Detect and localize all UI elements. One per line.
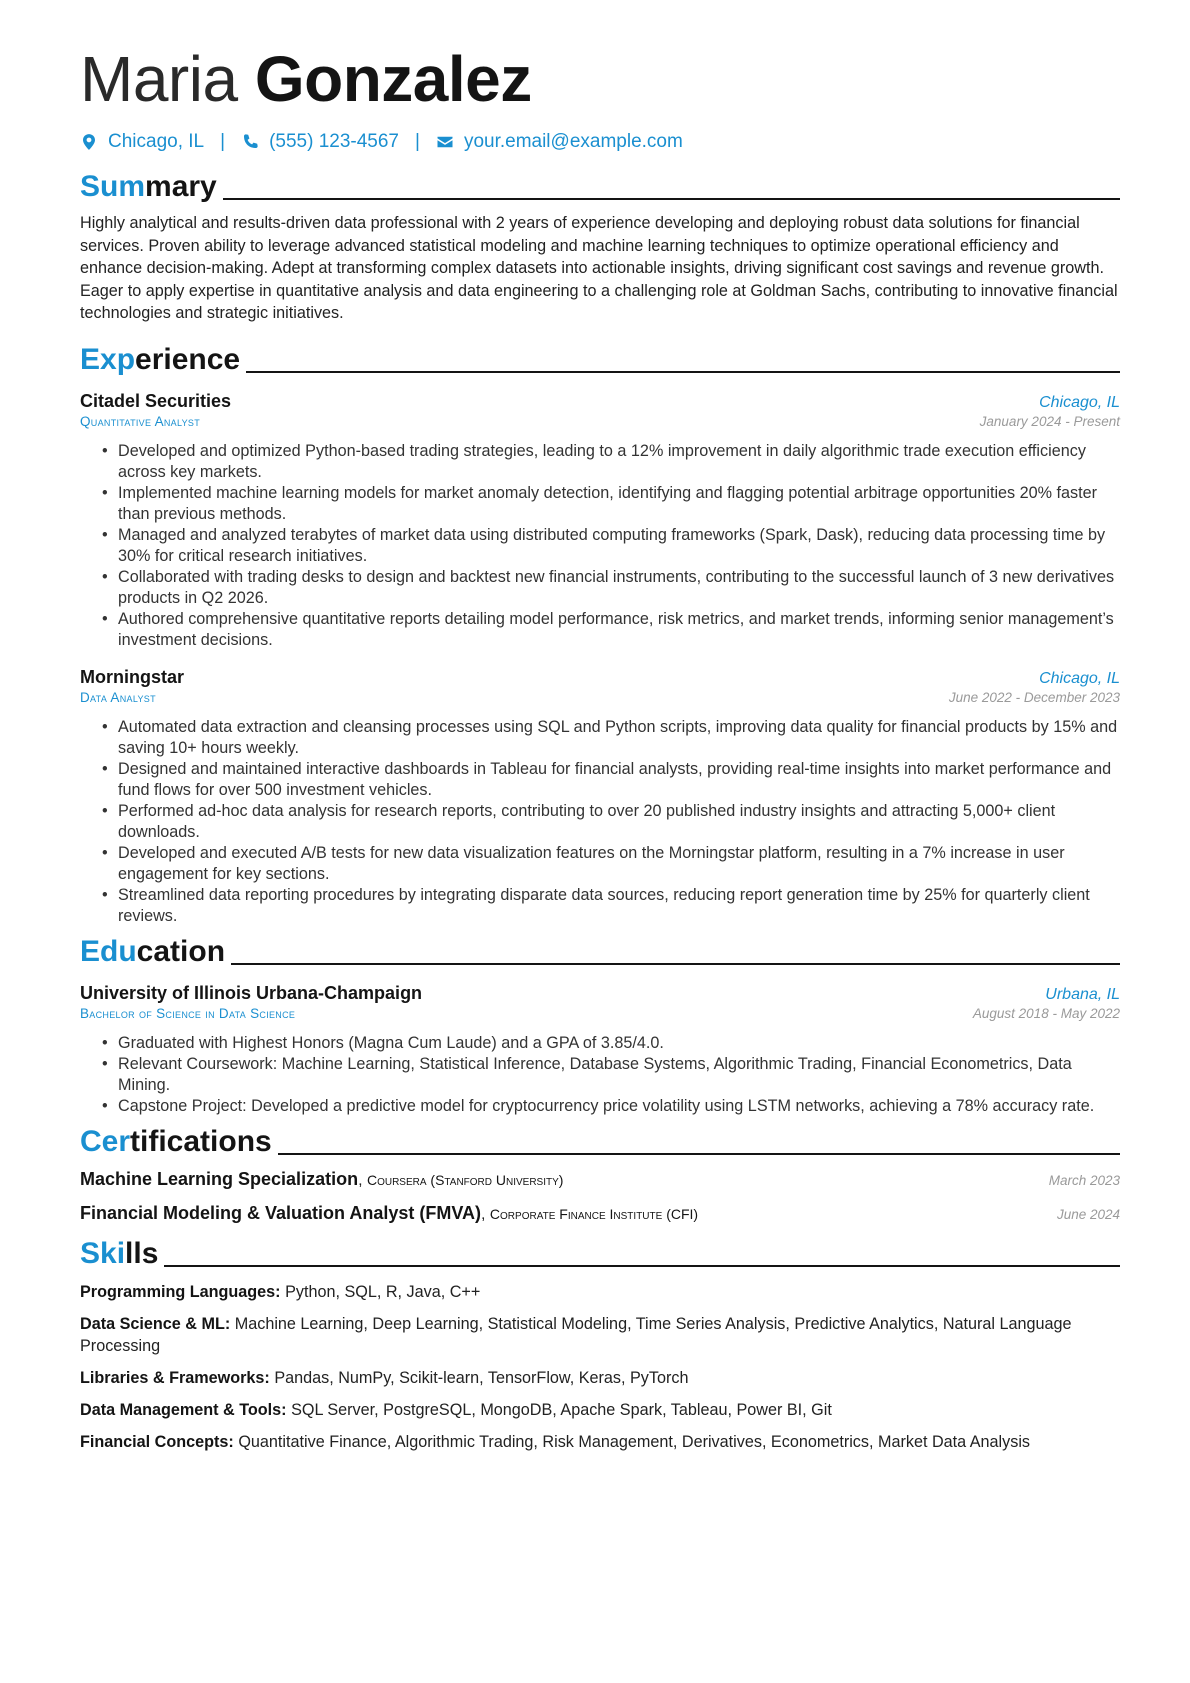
bullet-item: • Developed and executed A/B tests for new data visualization features on the Morningstar platform, resulting in a 7% increase in user engagement for key sections. bbox=[102, 843, 1065, 883]
certification-issuer: Corporate Finance Institute (CFI) bbox=[489, 1205, 699, 1222]
certification-name: Financial Modeling & Valuation Analyst (FMVA) bbox=[80, 1202, 482, 1223]
skill-category: Libraries & Frameworks: bbox=[80, 1368, 270, 1387]
job-title: Data Analyst bbox=[80, 689, 156, 705]
bullet-item: • Authored comprehensive quantitative reports detailing model performance, risk metrics, and market trends, informing senior management’s investment decisions. bbox=[102, 609, 1114, 649]
summary-text: Highly analytical and results-driven data professional with 2 years of experience developing and deploying robust data solutions for financial services. Proven ability to leverage advanced statistical modeling and machine learning techniques to optimize operational efficiency and enhance decision-making. Adept at transforming complex datasets into actionable insights, driving significant cost savings and revenue growth. Eager to apply expertise in quantitative analysis and data engineering to a challenging role at Goldman Sachs, contributing to innovative financial technologies and strategic initiatives. bbox=[80, 214, 1118, 323]
skill-line bbox=[80, 1367, 1120, 1389]
envelope-icon bbox=[436, 133, 454, 151]
entry-location: Chicago, IL bbox=[1039, 669, 1120, 687]
skill-items: Python, SQL, R, Java, C++ bbox=[285, 1282, 481, 1301]
section-rule bbox=[164, 1265, 1120, 1267]
bullet-item: • Streamlined data reporting procedures by integrating disparate data sources, reducing report generation time by 25% for quarterly client reviews. bbox=[102, 885, 1090, 925]
certification-date: June 2024 bbox=[1056, 1206, 1120, 1222]
phone-icon bbox=[241, 133, 259, 151]
resume-page bbox=[80, 40, 1120, 1453]
entry-location: Chicago, IL bbox=[1039, 393, 1120, 411]
skill-line bbox=[80, 1431, 1120, 1453]
certification-date: March 2023 bbox=[1048, 1172, 1120, 1188]
entry-dates: June 2022 - December 2023 bbox=[948, 689, 1120, 705]
contact-phone[interactable] bbox=[241, 131, 399, 153]
skill-category: Data Management & Tools: bbox=[80, 1400, 287, 1419]
location-text: Chicago, IL bbox=[108, 131, 205, 152]
section-rule bbox=[246, 371, 1120, 373]
section-title-accent: Sum bbox=[80, 170, 146, 203]
bullet-item: • Performed ad-hoc data analysis for research reports, contributing to over 20 published industry insights and attracting 5,000+ client downloads. bbox=[102, 801, 1056, 841]
bullet-list bbox=[80, 1033, 1120, 1117]
skill-items: Machine Learning, Deep Learning, Statistical Modeling, Time Series Analysis, Predictive Analytics, Natural Language Processing bbox=[80, 1314, 1072, 1355]
bullet-item: • Developed and optimized Python-based trading strategies, leading to a 12% improvement in daily algorithmic trade execution efficiency across key markets. bbox=[102, 441, 1086, 481]
section-rule bbox=[231, 963, 1120, 965]
section-title-accent: Exp bbox=[80, 342, 136, 376]
first-name: Maria bbox=[80, 43, 238, 115]
employer-name: Citadel Securities bbox=[80, 390, 232, 411]
bullet-item: • Collaborated with trading desks to design and backtest new financial instruments, contributing to the successful launch of 3 new derivatives products in Q2 2026. bbox=[102, 567, 1115, 607]
bullet-item: • Automated data extraction and cleansing processes using SQL and Python scripts, improving data quality for financial products by 15% and saving 10+ hours weekly. bbox=[102, 717, 1118, 757]
certification-name: Machine Learning Specialization bbox=[80, 1168, 359, 1189]
entry-dates: August 2018 - May 2022 bbox=[972, 1005, 1120, 1021]
skills-heading bbox=[80, 1233, 1120, 1271]
section-rule bbox=[223, 198, 1120, 200]
skill-line bbox=[80, 1313, 1120, 1357]
bullet-item: • Capstone Project: Developed a predictive model for cryptocurrency price volatility using LSTM networks, achieving a 78% accuracy rate. bbox=[102, 1096, 1095, 1115]
candidate-name bbox=[80, 40, 1120, 118]
education-heading bbox=[80, 931, 1120, 969]
contact-bar bbox=[80, 128, 1120, 156]
entry-dates: January 2024 - Present bbox=[979, 413, 1120, 429]
education-entry bbox=[80, 983, 1120, 1117]
school-name: University of Illinois Urbana-Champaign bbox=[80, 982, 423, 1003]
certification-entry: Machine Learning Specialization, Coursera (Stanford University) March 2023 bbox=[80, 1168, 1120, 1189]
bullet-item: • Implemented machine learning models for market anomaly detection, identifying and flagging potential arbitrage opportunities 20% faster than previous methods. bbox=[102, 483, 1098, 523]
skill-items: Pandas, NumPy, Scikit-learn, TensorFlow, Keras, PyTorch bbox=[274, 1368, 689, 1387]
contact-separator: | bbox=[415, 131, 420, 152]
section-title-rest: cation bbox=[136, 934, 226, 968]
contact-separator: | bbox=[220, 131, 226, 152]
bullet-list bbox=[80, 441, 1120, 651]
skill-category: Programming Languages: bbox=[80, 1282, 281, 1301]
bullet-item: • Graduated with Highest Honors (Magna Cum Laude) and a GPA of 3.85/4.0. bbox=[102, 1033, 664, 1052]
map-pin-icon bbox=[80, 133, 98, 151]
section-title-rest: erience bbox=[135, 342, 241, 376]
section-title-rest: mary bbox=[145, 170, 217, 203]
summary-heading bbox=[80, 166, 1120, 204]
certifications-heading bbox=[80, 1121, 1120, 1159]
section-title-rest: lls bbox=[125, 1236, 159, 1270]
bullet-item: • Designed and maintained interactive dashboards in Tableau for financial analysts, providing real-time insights into market performance and fund flows for over 500 investment vehicles. bbox=[102, 759, 1112, 799]
bullet-item: • Managed and analyzed terabytes of market data using distributed computing frameworks (Spark, Dask), reducing data processing time by 30% for critical research initiatives. bbox=[102, 525, 1106, 565]
degree: Bachelor of Science in Data Science bbox=[80, 1005, 296, 1021]
skill-items: SQL Server, PostgreSQL, MongoDB, Apache Spark, Tableau, Power BI, Git bbox=[291, 1400, 832, 1419]
email-text: your.email@example.com bbox=[463, 131, 683, 152]
section-title-accent: Ski bbox=[80, 1236, 126, 1270]
section-title-rest: tifications bbox=[130, 1124, 272, 1158]
experience-heading bbox=[80, 339, 1120, 377]
skill-category: Financial Concepts: bbox=[80, 1432, 234, 1451]
experience-entry bbox=[80, 667, 1120, 927]
employer-name: Morningstar bbox=[80, 666, 185, 687]
skill-category: Data Science & ML: bbox=[80, 1314, 231, 1333]
experience-entry bbox=[80, 391, 1120, 651]
certification-entry: Financial Modeling & Valuation Analyst (FMVA), Corporate Finance Institute (CFI) June 2024 bbox=[80, 1202, 1120, 1223]
phone-text: (555) 123-4567 bbox=[269, 131, 399, 152]
contact-location bbox=[80, 131, 204, 153]
contact-email[interactable] bbox=[436, 131, 683, 153]
skill-line bbox=[80, 1281, 1120, 1303]
entry-location: Urbana, IL bbox=[1045, 985, 1120, 1003]
job-title: Quantitative Analyst bbox=[80, 413, 201, 429]
certification-issuer: Coursera (Stanford University) bbox=[366, 1171, 564, 1188]
section-title-accent: Edu bbox=[80, 934, 137, 968]
section-rule bbox=[278, 1153, 1120, 1155]
skill-items: Quantitative Finance, Algorithmic Trading, Risk Management, Derivatives, Econometrics, Market Data Analysis bbox=[238, 1432, 1031, 1451]
section-title-accent: Cer bbox=[80, 1124, 131, 1158]
skill-line bbox=[80, 1399, 1120, 1421]
bullet-item: • Relevant Coursework: Machine Learning, Statistical Inference, Database Systems, Algorithmic Trading, Financial Econometrics, Data Mining. bbox=[102, 1054, 1072, 1094]
last-name: Gonzalez bbox=[254, 43, 532, 115]
bullet-list bbox=[80, 717, 1120, 927]
